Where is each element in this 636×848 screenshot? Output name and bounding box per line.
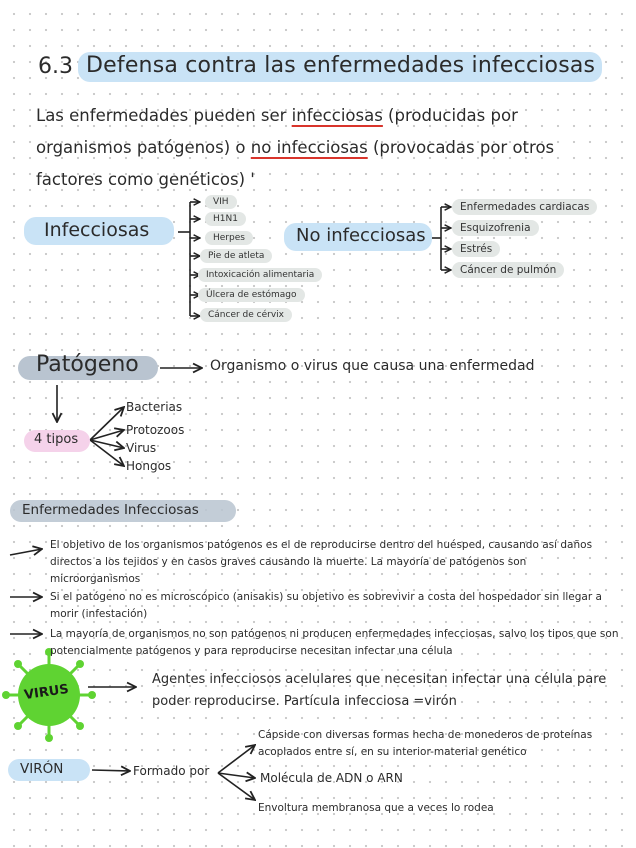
no-infecciosas-item: Enfermedades cardiacas: [452, 199, 597, 215]
viron-part: Cápside con diversas formas hecha de monederos de proteínas acoplados entre sí, en su interior-material genético: [258, 729, 593, 758]
enf-inf-point: La mayoría de organismos no son patógenos ni producen enfermedades infecciosas, salvo los tipos que son potencialmente patógenos y para reproducirse necesitan infectar una célula: [50, 628, 619, 657]
no-infecciosas-label: No infecciosas: [296, 225, 426, 246]
tipo-item: Hongos: [126, 459, 172, 473]
enf-inf-point: Si el patógeno no es microscópico (anisakis) su objetivo es sobrevivir a costa del hospedador sin llegar a morir (infestación): [50, 591, 602, 620]
intro-part1: Las enfermedades pueden ser: [36, 106, 292, 125]
infecciosas-item: Intoxicación alimentaria: [198, 268, 322, 282]
infecciosas-item: Úlcera de estómago: [198, 288, 305, 302]
tipo-item: Protozoos: [126, 423, 185, 437]
viron-formado: Formado por: [133, 764, 210, 778]
tipo-item: Bacterias: [126, 400, 183, 414]
patogeno-label: Patógeno: [36, 352, 139, 377]
infecciosas-item: VIH: [205, 195, 237, 209]
infecciosas-item: H1N1: [205, 212, 246, 226]
no-infecciosas-item: Estrés: [452, 241, 500, 257]
infecciosas-item: Cáncer de cérvix: [200, 308, 292, 322]
intro-part2: (producidas por organismos patógenos) o: [36, 106, 518, 157]
patogeno-definition: Organismo o virus que causa una enfermedad: [210, 358, 535, 374]
enf-inf-point: El objetivo de los organismos patógenos es el de reproducirse dentro del huésped, causando así daños directos a los tejidos y en casos graves causando la muerte. La mayoría de patógenos son microorganismos: [50, 539, 593, 585]
viron-label: VIRÓN: [20, 761, 64, 777]
virus-badge-text: VIRUS: [23, 681, 70, 704]
section-number: 6.3: [38, 54, 73, 79]
tipo-item: Virus: [126, 441, 157, 455]
page-title: Defensa contra las enfermedades infecciosas: [86, 53, 596, 78]
infecciosas-item: Herpes: [205, 231, 253, 245]
infecciosas-item: Pie de atleta: [200, 249, 272, 263]
no-infecciosas-item: Esquizofrenia: [452, 220, 539, 236]
enf-inf-label: Enfermedades Infecciosas: [22, 502, 199, 518]
viron-part: Envoltura membranosa que a veces lo rodea: [258, 802, 494, 814]
intro-infecciosas: infecciosas: [291, 106, 383, 125]
no-infecciosas-item: Cáncer de pulmón: [452, 262, 564, 278]
infecciosas-label: Infecciosas: [44, 219, 150, 241]
intro-part3: (provocadas por otros factores como genéticos) ': [36, 138, 555, 189]
intro-no-infecciosas: no infecciosas: [250, 138, 368, 157]
virus-definition: Agentes infecciosos acelulares que necesitan infectar una célula pare poder reproducirse. Partícula infecciosa =virón: [152, 672, 607, 709]
viron-part: Molécula de ADN o ARN: [260, 771, 403, 785]
tipos-label: 4 tipos: [34, 432, 79, 447]
